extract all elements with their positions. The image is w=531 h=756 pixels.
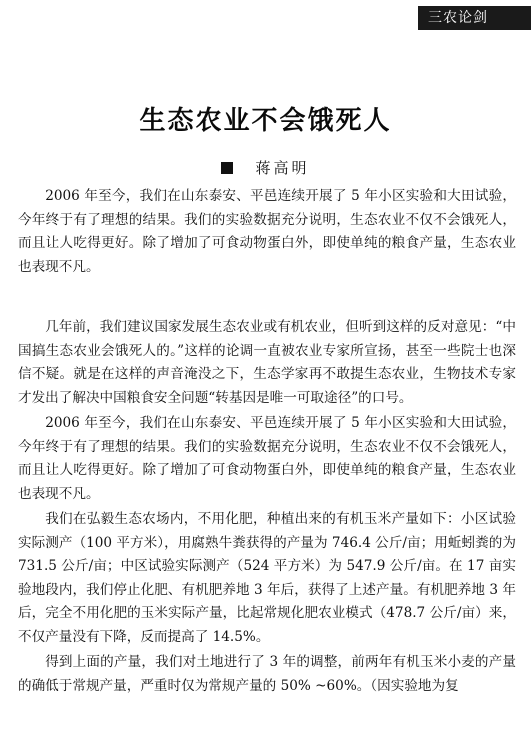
article-body <box>18 316 516 700</box>
paragraph: 我们在弘毅生态农场内，不用化肥，种植出来的有机玉米产量如下：小区试验实际测产（100 平方米），用腐熟牛粪获得的产量为 746.4 公斤/亩；用蚯蚓粪的为 731.5 公斤/亩；中区试验实际测产（524 平方米）为 547.9 公斤/亩。在 17 亩实验地段内，我们停止化肥、有机肥养地 3 年后，获得了上述产量。有机肥养地 3 年后，完全不用化肥的玉米实际产量，比起常规化肥农业模式（478.7 公斤/亩）来，不仅产量没有下降，反而提高了 14.5%。 <box>18 511 516 645</box>
author-line <box>0 157 531 178</box>
author-name: 蒋高明 <box>255 159 310 177</box>
paragraph: 2006 年至今，我们在山东泰安、平邑连续开展了 5 年小区实验和大田试验，今年终于有了理想的结果。我们的实验数据充分说明，生态农业不仅不会饿死人，而且让人吃得更好。除了增加了可食动物蛋白外，即使单纯的粮食产量，生态农业也表现不凡。 <box>18 188 516 275</box>
paragraph: 几年前，我们建议国家发展生态农业或有机农业，但听到这样的反对意见：“中国搞生态农业会饿死人的。”这样的论调一直被农业专家所宣扬，甚至一些院士也深信不疑。就是在这样的声音淹没之下，生态学家再不敢提生态农业，生物技术专家才发出了解决中国粮食安全问题“转基因是唯一可取途径”的口号。 <box>18 319 516 406</box>
square-bullet-icon <box>221 162 233 174</box>
article-title: 生态农业不会饿死人 <box>139 106 392 136</box>
paragraph: 2006 年至今，我们在山东泰安、平邑连续开展了 5 年小区实验和大田试验，今年终于有了理想的结果。我们的实验数据充分说明，生态农业不仅不会饿死人，而且让人吃得更好。除了增加了可食动物蛋白外，即使单纯的粮食产量，生态农业也表现不凡。 <box>18 415 516 502</box>
section-tag: 三农论剑 <box>418 6 531 30</box>
intro-paragraph <box>18 185 516 281</box>
paragraph: 得到上面的产量，我们对土地进行了 3 年的调整，前两年有机玉米小麦的产量的确低于常规产量，严重时仅为常规产量的 50% ~60%。（因实验地为复 <box>18 654 516 694</box>
